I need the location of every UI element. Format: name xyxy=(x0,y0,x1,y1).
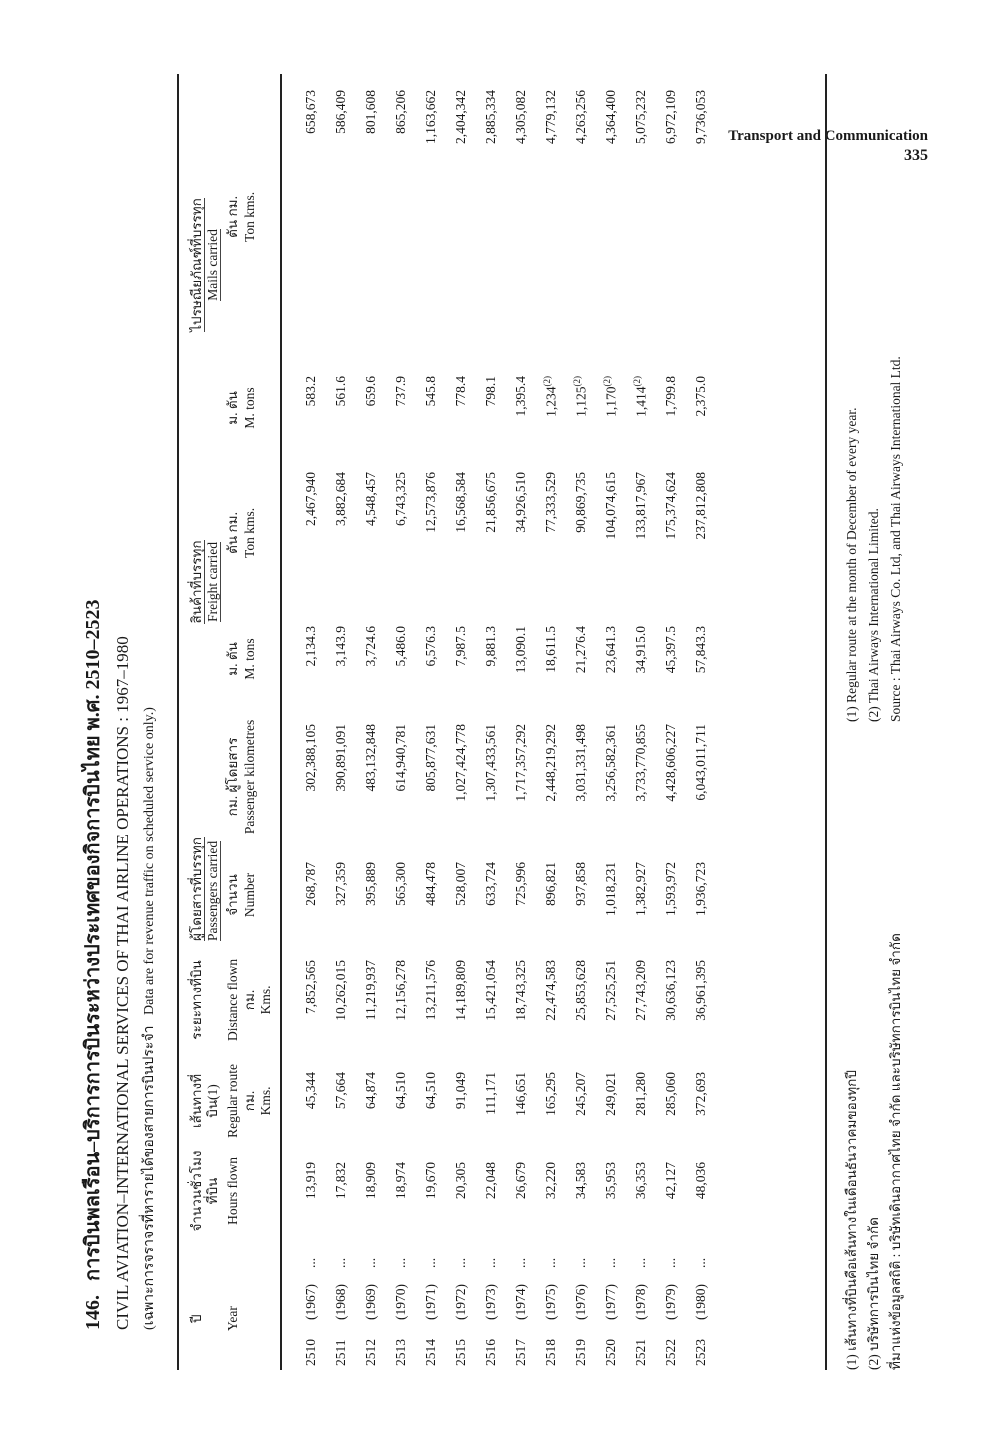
freight-tons-cell: 57,843.3 xyxy=(692,625,708,674)
passenger-km-cell: 483,132,848 xyxy=(362,723,378,792)
year-be-cell: 2513 xyxy=(392,1339,408,1366)
mail-tonkm-cell: 4,305,082 xyxy=(512,89,528,144)
distance-flown-cell: 7,852,565 xyxy=(302,959,318,1014)
regular-route-cell: 111,171 xyxy=(482,1071,498,1115)
year-be-cell: 2512 xyxy=(362,1339,378,1366)
mail-tonkm-cell: 1,163,662 xyxy=(422,89,438,144)
hours-flown-cell: 17,832 xyxy=(332,1161,348,1200)
leader-dots: ... xyxy=(482,1257,498,1268)
hours-flown-cell: 26,679 xyxy=(512,1161,528,1200)
freight-tonkm-cell: 34,926,510 xyxy=(512,471,528,533)
distance-flown-cell: 15,421,054 xyxy=(482,959,498,1021)
passenger-number-cell: 633,724 xyxy=(482,861,498,906)
year-ad-cell: (1967) xyxy=(302,1284,318,1320)
passenger-km-cell: 302,388,105 xyxy=(302,723,318,792)
col-distance-header-thai: ระยะทางที่บิน xyxy=(178,944,223,1056)
regular-route-cell: 64,510 xyxy=(422,1071,438,1110)
table-row xyxy=(416,74,446,1370)
passenger-km-cell: 805,877,631 xyxy=(422,723,438,792)
mail-tonkm-cell: 865,206 xyxy=(392,89,408,134)
hours-flown-cell: 18,974 xyxy=(392,1161,408,1200)
passenger-number-cell: 937,858 xyxy=(572,861,588,906)
footnote-marker: (2) xyxy=(572,375,583,387)
passenger-number-cell: 565,300 xyxy=(392,861,408,906)
mail-tons-cell: 1,414$^{(2)}$ xyxy=(632,375,649,417)
regular-route-cell: 146,651 xyxy=(512,1071,528,1116)
note-2-thai: (2) บริษัทการบินไทย จำกัด xyxy=(866,1217,881,1370)
passenger-number-cell: 1,018,231 xyxy=(602,861,618,916)
regular-route-cell: 57,664 xyxy=(332,1071,348,1110)
leader-dots: ... xyxy=(542,1257,558,1268)
mail-tonkm-cell: 4,263,256 xyxy=(572,89,588,144)
note-1-thai: (1) เส้นทางที่บินคือเส้นทางในเดือนธันวาคมของทุกปี xyxy=(844,1070,859,1370)
leader-dots: ... xyxy=(392,1257,408,1268)
table-row xyxy=(506,74,536,1370)
table-row xyxy=(386,74,416,1370)
mail-tons-cell: 1,170$^{(2)}$ xyxy=(602,375,619,417)
freight-tons-cell: 3,143.9 xyxy=(332,625,348,667)
passenger-number-cell: 725,996 xyxy=(512,861,528,906)
passenger-number-cell: 528,007 xyxy=(452,861,468,906)
mail-tonkm-cell: 801,608 xyxy=(362,89,378,134)
freight-tonkm-cell: 237,812,808 xyxy=(692,471,708,540)
table-row xyxy=(356,74,386,1370)
freight-tonkm-cell: 77,333,529 xyxy=(542,471,558,533)
hours-flown-cell: 34,583 xyxy=(572,1161,588,1200)
freight-tons-cell: 9,881.3 xyxy=(482,625,498,667)
aviation-table xyxy=(177,74,716,1370)
table-row xyxy=(656,74,686,1370)
mail-tons-cell: 1,234$^{(2)}$ xyxy=(542,375,559,417)
freight-tons-cell: 34,915.0 xyxy=(632,625,648,674)
passenger-number-cell: 395,889 xyxy=(362,861,378,906)
freight-tonkm-cell: 6,743,325 xyxy=(392,471,408,526)
year-ad-cell: (1972) xyxy=(452,1284,468,1320)
year-ad-cell: (1969) xyxy=(362,1284,378,1320)
mail-tons-cell: 798.1 xyxy=(482,375,498,407)
year-ad-cell: (1974) xyxy=(512,1284,528,1320)
distance-flown-cell: 14,189,809 xyxy=(452,959,468,1021)
mail-tons-cell: 583.2 xyxy=(302,375,318,407)
mail-tons-cell: 1,799.8 xyxy=(662,375,678,417)
title-english: CIVIL AVIATION–INTERNATIONAL SERVICES OF THAI AIRLINE OPERATIONS : 1967–1980 xyxy=(113,636,132,1330)
col-route-header-thai: เส้นทางที่บิน(1) xyxy=(178,1056,223,1146)
leader-dots: ... xyxy=(512,1257,528,1268)
hours-flown-cell: 13,919 xyxy=(302,1161,318,1200)
subtitle-english: Data are for revenue traffic on scheduled service only.) xyxy=(142,707,157,1015)
passenger-km-cell: 2,448,219,292 xyxy=(542,723,558,802)
year-be-cell: 2517 xyxy=(512,1339,528,1366)
year-be-cell: 2521 xyxy=(632,1339,648,1366)
freight-tonkm-cell: 12,573,876 xyxy=(422,471,438,533)
freight-tonkm-cell: 3,882,684 xyxy=(332,471,348,526)
col-route-header: Regular route กม. Kms. xyxy=(223,1056,281,1146)
col-year-header: Year xyxy=(223,1236,281,1370)
freight-tonkm-cell: 104,074,615 xyxy=(602,471,618,540)
leader-dots: ... xyxy=(602,1257,618,1268)
passenger-number-cell: 1,936,723 xyxy=(692,861,708,916)
table-row xyxy=(476,74,506,1370)
mail-tons-cell: 778.4 xyxy=(452,375,468,407)
leader-dots: ... xyxy=(302,1257,318,1268)
passenger-km-cell: 1,027,424,778 xyxy=(452,723,468,802)
distance-flown-cell: 27,743,209 xyxy=(632,959,648,1021)
table-row xyxy=(326,74,356,1370)
table-number: 146. xyxy=(82,1295,104,1330)
passenger-km-cell: 1,307,433,561 xyxy=(482,723,498,802)
year-be-cell: 2515 xyxy=(452,1339,468,1366)
hours-flown-cell: 36,353 xyxy=(632,1161,648,1200)
hours-flown-cell: 19,670 xyxy=(422,1161,438,1200)
regular-route-cell: 285,060 xyxy=(662,1071,678,1116)
freight-tons-cell: 7,987.5 xyxy=(452,625,468,667)
page-number: 335 xyxy=(904,147,928,164)
group-passengers: ผู้โดยสารที่บรรทุก Passengers carried xyxy=(178,708,223,944)
year-ad-cell: (1979) xyxy=(662,1284,678,1320)
mail-tons-cell: 737.9 xyxy=(392,375,408,407)
mail-tonkm-cell: 586,409 xyxy=(332,89,348,134)
year-ad-cell: (1971) xyxy=(422,1284,438,1320)
distance-flown-cell: 22,474,583 xyxy=(542,959,558,1021)
regular-route-cell: 64,510 xyxy=(392,1071,408,1110)
table-body xyxy=(281,74,716,1370)
col-freight-tons-header: ม. ตัน M. tons xyxy=(223,610,281,708)
col-hours-header: Hours flown xyxy=(223,1146,281,1236)
mail-tonkm-cell: 2,404,342 xyxy=(452,89,468,144)
regular-route-cell: 249,021 xyxy=(602,1071,618,1116)
col-pass-number-header: จำนวน Number xyxy=(223,846,281,944)
year-ad-cell: (1968) xyxy=(332,1284,348,1320)
col-distance-header: Distance flown กม. Kms. xyxy=(223,944,281,1056)
source-english: Source : Thai Airways Co. Ltd, and Thai Airways International Ltd. xyxy=(888,356,903,722)
hours-flown-cell: 35,953 xyxy=(602,1161,618,1200)
table-row xyxy=(281,74,326,1370)
distance-flown-cell: 25,853,628 xyxy=(572,959,588,1021)
freight-tons-cell: 18,611.5 xyxy=(542,625,558,673)
title-thai: การบินพลเรือน–บริการการบินระหว่างประเทศของกิจการบินไทย พ.ศ. 2510–2523 xyxy=(82,599,104,1281)
footnote-marker: (2) xyxy=(542,375,553,387)
mail-tons-cell: 545.8 xyxy=(422,375,438,407)
leader-dots: ... xyxy=(692,1257,708,1268)
note-2-english: (2) Thai Airways International Limited. xyxy=(866,508,881,722)
year-ad-cell: (1973) xyxy=(482,1284,498,1320)
table-row xyxy=(566,74,596,1370)
freight-tonkm-cell: 21,856,675 xyxy=(482,471,498,533)
footnote-marker: (2) xyxy=(632,375,643,387)
year-be-cell: 2518 xyxy=(542,1339,558,1366)
note-1-english: (1) Regular route at the month of December of every year. xyxy=(844,407,859,722)
subtitle-thai: (เฉพาะการจราจรที่หารายได้ของสายการบินประจำ xyxy=(142,1025,157,1330)
passenger-km-cell: 4,428,606,227 xyxy=(662,723,678,802)
year-ad-cell: (1970) xyxy=(392,1284,408,1320)
distance-flown-cell: 27,525,251 xyxy=(602,959,618,1021)
leader-dots: ... xyxy=(422,1257,438,1268)
leader-dots: ... xyxy=(632,1257,648,1268)
passenger-km-cell: 6,043,011,711 xyxy=(692,723,708,801)
year-be-cell: 2516 xyxy=(482,1339,498,1366)
distance-flown-cell: 12,156,278 xyxy=(392,959,408,1021)
year-be-cell: 2520 xyxy=(602,1339,618,1366)
hours-flown-cell: 32,220 xyxy=(542,1161,558,1200)
mail-tonkm-cell: 6,972,109 xyxy=(662,89,678,144)
regular-route-cell: 91,049 xyxy=(452,1071,468,1110)
hours-flown-cell: 22,048 xyxy=(482,1161,498,1200)
mail-tonkm-cell: 2,885,334 xyxy=(482,89,498,144)
freight-tonkm-cell: 90,869,735 xyxy=(572,471,588,533)
col-hours-header-thai: จำนวนชั่วโมงที่บิน xyxy=(178,1146,223,1236)
group-mails: ไปรษณียภัณฑ์ที่บรรทุก Mails carried xyxy=(178,74,223,456)
mail-tonkm-cell: 658,673 xyxy=(302,89,318,134)
year-ad-cell: (1977) xyxy=(602,1284,618,1320)
group-freight: สินค้าที่บรรทุก Freight carried xyxy=(178,456,223,708)
distance-flown-cell: 10,262,015 xyxy=(332,959,348,1021)
col-mail-tonkm-header: ตัน กม. Ton kms. xyxy=(223,74,281,360)
hours-flown-cell: 42,127 xyxy=(662,1161,678,1200)
distance-flown-cell: 13,211,576 xyxy=(422,959,438,1021)
year-ad-cell: (1976) xyxy=(572,1284,588,1320)
mail-tonkm-cell: 9,736,053 xyxy=(692,89,708,144)
mail-tons-cell: 1,125$^{(2)}$ xyxy=(572,375,589,417)
passenger-km-cell: 3,733,770,855 xyxy=(632,723,648,802)
regular-route-cell: 245,207 xyxy=(572,1071,588,1116)
hours-flown-cell: 18,909 xyxy=(362,1161,378,1200)
notes-block xyxy=(825,74,907,1370)
regular-route-cell: 45,344 xyxy=(302,1071,318,1110)
rotated-table-page xyxy=(77,74,941,1370)
freight-tons-cell: 21,276.4 xyxy=(572,625,588,674)
mail-tons-cell: 1,395.4 xyxy=(512,375,528,417)
passenger-km-cell: 3,031,331,498 xyxy=(572,723,588,802)
freight-tonkm-cell: 16,568,584 xyxy=(452,471,468,533)
year-be-cell: 2519 xyxy=(572,1339,588,1366)
year-be-cell: 2510 xyxy=(302,1339,318,1366)
passenger-km-cell: 614,940,781 xyxy=(392,723,408,792)
year-ad-cell: (1980) xyxy=(692,1284,708,1320)
leader-dots: ... xyxy=(452,1257,468,1268)
passenger-number-cell: 484,478 xyxy=(422,861,438,906)
footnote-marker: (2) xyxy=(602,375,613,387)
freight-tonkm-cell: 175,374,624 xyxy=(662,471,678,540)
passenger-number-cell: 896,821 xyxy=(542,861,558,906)
mail-tonkm-cell: 5,075,232 xyxy=(632,89,648,144)
table-row xyxy=(596,74,626,1370)
year-be-cell: 2511 xyxy=(332,1339,348,1366)
source-thai: ที่มาแห่งข้อมูลสถิติ : บริษัทเดินอากาศไทย จำกัด และบริษัทการบินไทย จำกัด xyxy=(888,933,903,1370)
passenger-km-cell: 390,891,091 xyxy=(332,723,348,792)
table-row xyxy=(686,74,716,1370)
section-title: Transport and Communication xyxy=(728,128,928,144)
hours-flown-cell: 20,305 xyxy=(452,1161,468,1200)
col-pass-km-header: กม. ผู้โดยสาร Passenger kilometres xyxy=(223,708,281,846)
year-ad-cell: (1975) xyxy=(542,1284,558,1320)
year-be-cell: 2523 xyxy=(692,1339,708,1366)
freight-tonkm-cell: 2,467,940 xyxy=(302,471,318,526)
mail-tons-cell: 2,375.0 xyxy=(692,375,708,417)
freight-tonkm-cell: 4,548,457 xyxy=(362,471,378,526)
year-be-cell: 2522 xyxy=(662,1339,678,1366)
col-mail-tons-header: ม. ตัน M. tons xyxy=(223,360,281,456)
leader-dots: ... xyxy=(332,1257,348,1268)
distance-flown-cell: 36,961,395 xyxy=(692,959,708,1021)
passenger-number-cell: 1,593,972 xyxy=(662,861,678,916)
regular-route-cell: 281,280 xyxy=(632,1071,648,1116)
freight-tons-cell: 23,641.3 xyxy=(602,625,618,674)
freight-tons-cell: 5,486.0 xyxy=(392,625,408,667)
freight-tonkm-cell: 133,817,967 xyxy=(632,471,648,540)
regular-route-cell: 165,295 xyxy=(542,1071,558,1116)
year-ad-cell: (1978) xyxy=(632,1284,648,1320)
mail-tonkm-cell: 4,364,400 xyxy=(602,89,618,144)
leader-dots: ... xyxy=(572,1257,588,1268)
freight-tons-cell: 3,724.6 xyxy=(362,625,378,667)
mail-tons-cell: 659.6 xyxy=(362,375,378,407)
freight-tons-cell: 2,134.3 xyxy=(302,625,318,667)
regular-route-cell: 64,874 xyxy=(362,1071,378,1110)
passenger-number-cell: 1,382,927 xyxy=(632,861,648,916)
table-row xyxy=(626,74,656,1370)
mail-tonkm-cell: 4,779,132 xyxy=(542,89,558,144)
regular-route-cell: 372,693 xyxy=(692,1071,708,1116)
hours-flown-cell: 48,036 xyxy=(692,1161,708,1200)
distance-flown-cell: 30,636,123 xyxy=(662,959,678,1021)
freight-tons-cell: 13,090.1 xyxy=(512,625,528,674)
freight-tons-cell: 45,397.5 xyxy=(662,625,678,674)
table-title-block xyxy=(77,90,163,1330)
distance-flown-cell: 11,219,937 xyxy=(362,959,378,1021)
leader-dots: ... xyxy=(362,1257,378,1268)
year-be-cell: 2514 xyxy=(422,1339,438,1366)
table-row xyxy=(536,74,566,1370)
mail-tons-cell: 561.6 xyxy=(332,375,348,407)
table-row xyxy=(446,74,476,1370)
freight-tons-cell: 6,576.3 xyxy=(422,625,438,667)
distance-flown-cell: 18,743,325 xyxy=(512,959,528,1021)
leader-dots: ... xyxy=(662,1257,678,1268)
col-year-header-thai: ปี xyxy=(178,1236,223,1370)
passenger-number-cell: 268,787 xyxy=(302,861,318,906)
passenger-km-cell: 1,717,357,292 xyxy=(512,723,528,802)
passenger-number-cell: 327,359 xyxy=(332,861,348,906)
col-freight-tonkm-header: ตัน กม. Ton kms. xyxy=(223,456,281,610)
passenger-km-cell: 3,256,582,361 xyxy=(602,723,618,802)
